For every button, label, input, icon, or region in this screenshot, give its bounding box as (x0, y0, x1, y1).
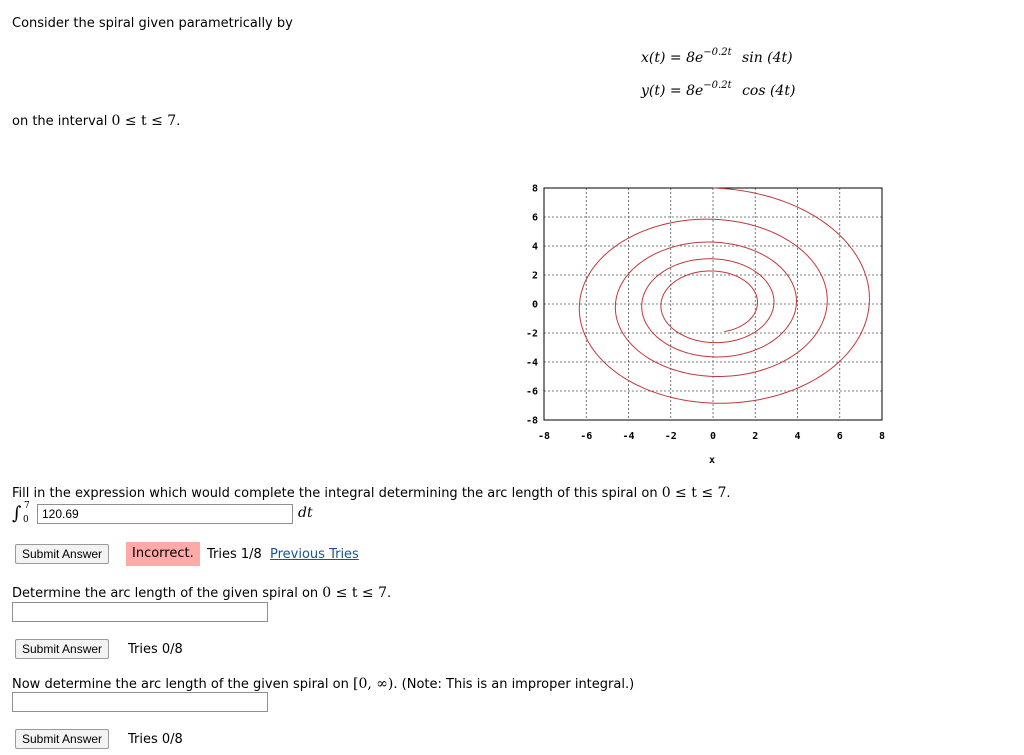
interval-text (12, 113, 180, 129)
y-tick-label: -6 (525, 386, 538, 398)
q1-prompt: Fill in the expression which would complete the integral determining the arc length of this spiral on 0 ≤ t ≤ 7. (12, 485, 731, 501)
x-tick-label: -2 (664, 431, 677, 442)
interval-suffix: . (176, 114, 181, 129)
x-tick-label: -4 (622, 431, 635, 442)
x-tick-label: 6 (836, 431, 843, 442)
q2-tries: Tries 0/8 (128, 642, 183, 657)
q1-dt: dt (298, 505, 313, 521)
q3-answer-input[interactable] (12, 692, 268, 712)
x-tick-label: -6 (580, 431, 593, 442)
spiral-curve (579, 188, 869, 403)
x-eq-exponent: −0.2t (703, 47, 732, 58)
q3-prompt: Now determine the arc length of the given spiral on [0, ∞). (Note: This is an improper integral.) (12, 676, 635, 692)
y-equation (641, 80, 796, 99)
y-tick-label: -4 (525, 357, 538, 369)
y-tick-label: -8 (525, 415, 538, 427)
integral-lower: 0 (23, 515, 29, 525)
y-tick-label: -2 (525, 328, 538, 340)
x-equation (641, 47, 793, 66)
y-eq-lhs: y(t) = 8e (641, 83, 704, 99)
q2-prompt: Determine the arc length of the given spiral on 0 ≤ t ≤ 7. (12, 585, 392, 601)
q3-submit-button[interactable]: Submit Answer (15, 729, 109, 749)
q1-integral (12, 503, 36, 527)
q1-submit-button[interactable]: Submit Answer (15, 544, 109, 564)
x-eq-rhs: sin (4t) (742, 50, 793, 66)
q2-answer-input[interactable] (12, 602, 268, 622)
integral-upper: 7 (24, 501, 30, 511)
q2-prompt-text: Determine the arc length of the given spiral on (12, 586, 319, 601)
x-tick-label: 2 (752, 431, 759, 442)
q3-interval: [0, ∞) (352, 676, 394, 692)
y-tick-label: 2 (531, 270, 538, 282)
y-tick-label: 4 (531, 241, 538, 253)
q2-submit-button[interactable]: Submit Answer (15, 639, 109, 659)
spiral-chart (515, 180, 890, 470)
q3-prompt-text: Now determine the arc length of the given spiral on (12, 677, 349, 692)
interval-prefix: on the interval (12, 114, 108, 129)
q1-status-badge: Incorrect. (126, 542, 200, 566)
q3-tries: Tries 0/8 (128, 732, 183, 747)
y-eq-rhs: cos (4t) (742, 83, 796, 99)
q1-answer-input[interactable] (37, 504, 293, 524)
chart-grid (544, 188, 882, 420)
x-eq-lhs: x(t) = 8e (641, 50, 704, 66)
x-axis-label: x (708, 455, 716, 466)
y-tick-label: 8 (531, 183, 538, 195)
interval-math: 0 ≤ t ≤ 7 (111, 113, 177, 129)
y-eq-exponent: −0.2t (703, 80, 732, 91)
q3-note: (Note: This is an improper integral.) (401, 677, 635, 692)
q1-previous-tries-link[interactable]: Previous Tries (270, 547, 359, 562)
y-tick-label: 0 (531, 299, 538, 311)
y-tick-label: 6 (531, 212, 538, 224)
q1-interval: 0 ≤ t ≤ 7 (661, 485, 727, 501)
integral-sign: ∫ (12, 503, 22, 524)
intro-text: Consider the spiral given parametrically by (12, 16, 293, 31)
q1-tries: Tries 1/8 (207, 547, 262, 562)
x-tick-label: 8 (878, 431, 886, 442)
x-tick-label: -8 (537, 431, 551, 442)
q2-interval: 0 ≤ t ≤ 7 (322, 585, 387, 601)
x-tick-label: 0 (709, 431, 717, 442)
x-tick-label: 4 (794, 431, 801, 442)
q1-prompt-text: Fill in the expression which would complete the integral determining the arc length of this spiral on (12, 486, 658, 501)
